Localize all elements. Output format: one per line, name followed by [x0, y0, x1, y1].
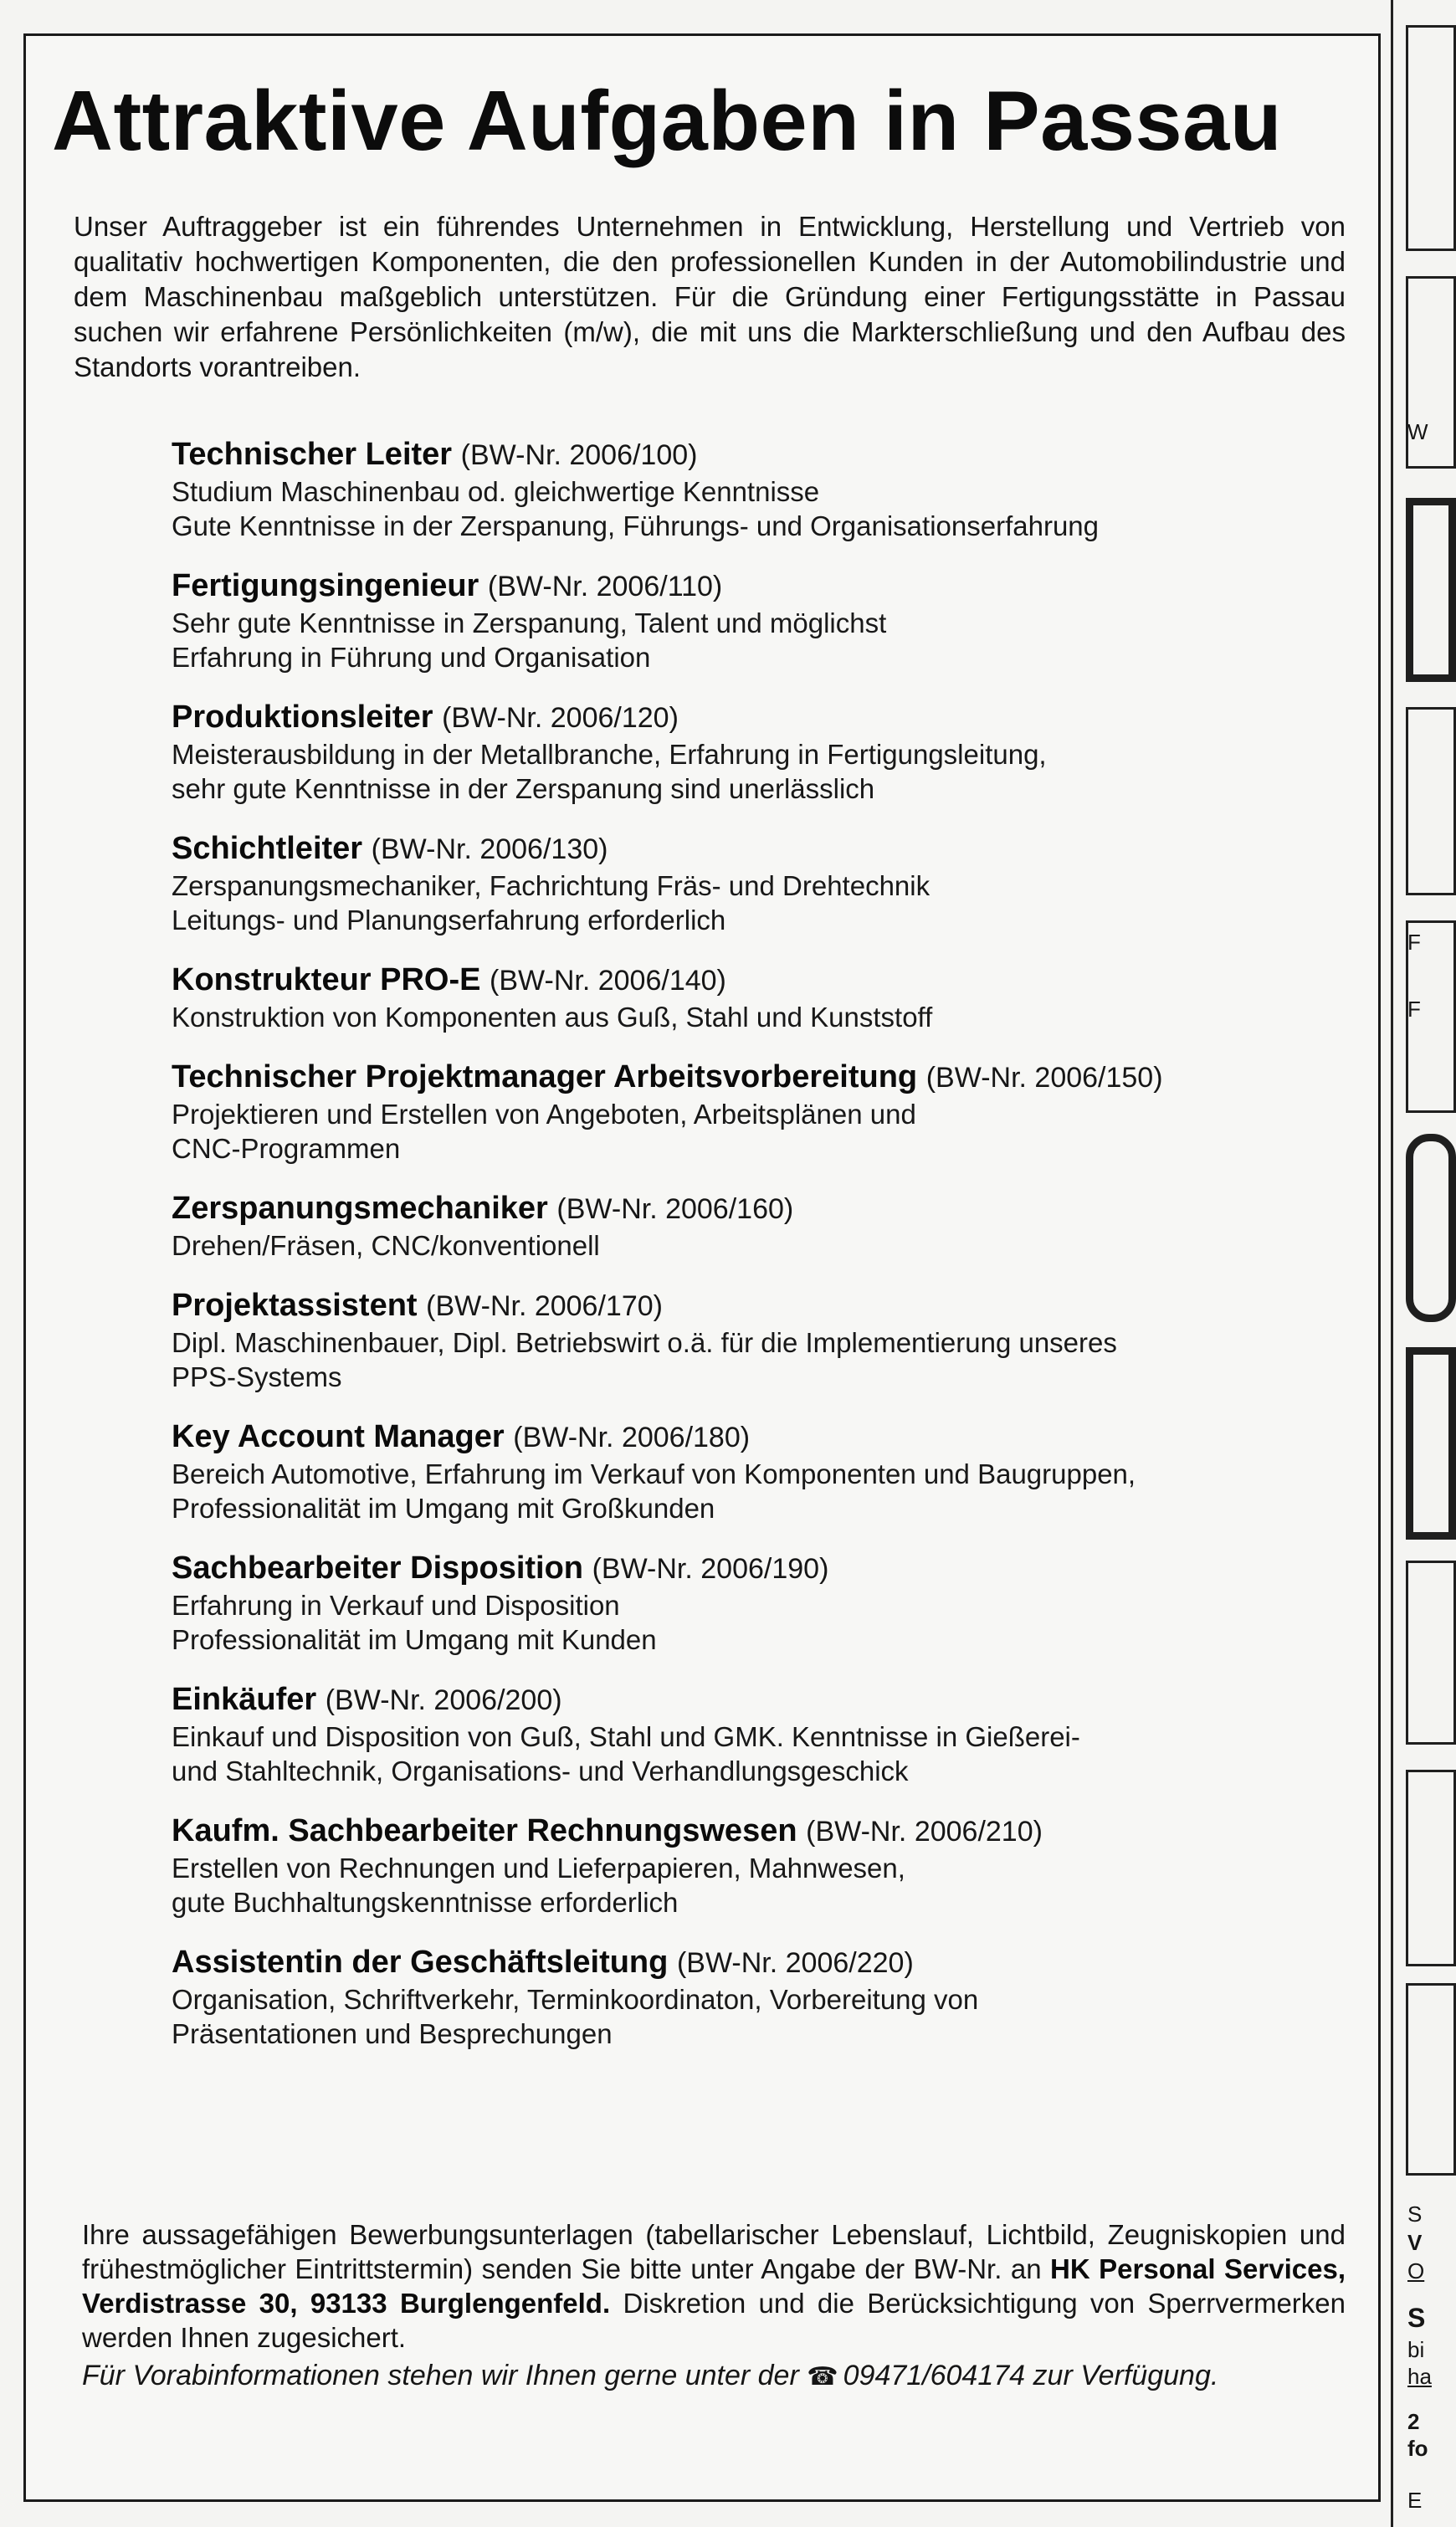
position-reference-number: (BW-Nr. 2006/180) [513, 1422, 751, 1453]
application-text-end: Diskretion und die Berücksichtigung von Sperrvermerken werden Ihnen zugesichert. [82, 2288, 1346, 2353]
position-reference-number: (BW-Nr. 2006/110) [487, 571, 723, 602]
position-description: Erstellen von Rechnungen und Lieferpapieren, Mahnwesen, gute Buchhaltungskenntnisse erforderlich [172, 1853, 905, 1918]
position-reference-number: (BW-Nr. 2006/150) [925, 1062, 1163, 1094]
position-heading [172, 566, 1360, 606]
adjacent-ad-text: F [1407, 997, 1421, 1022]
position-description: Zerspanungsmechaniker, Fachrichtung Fräs- und Drehtechnik Leitungs- und Planungserfahrung erforderlich [172, 870, 931, 935]
telephone-icon: ☎ [807, 2363, 838, 2391]
position-description: Meisterausbildung in der Metallbranche, Erfahrung in Fertigungsleitung, sehr gute Kenntnisse in der Zerspanung sind unerlässlich [172, 739, 1047, 804]
position-reference-number: (BW-Nr. 2006/120) [442, 702, 679, 734]
position-item [172, 435, 1360, 543]
adjacent-ad-column [1389, 0, 1432, 2527]
position-heading [172, 961, 1360, 1000]
position-heading [172, 1189, 1360, 1228]
adjacent-ad-text: 2 [1407, 2409, 1420, 2434]
position-reference-number: (BW-Nr. 2006/200) [325, 1684, 562, 1716]
ad-headline: Attraktive Aufgaben in Passau [52, 74, 1283, 168]
position-description: Projektieren und Erstellen von Angeboten, Arbeitsplänen und CNC-Programmen [172, 1099, 916, 1164]
position-title: Sachbearbeiter Disposition [172, 1551, 584, 1586]
adjacent-ad-text: S [1407, 2202, 1423, 2227]
position-item [172, 698, 1360, 806]
adjacent-ad-box [1406, 1347, 1456, 1540]
adjacent-ad-box [1406, 1561, 1456, 1745]
contact-line [82, 2358, 1346, 2395]
position-list [172, 435, 1360, 2074]
position-title: Fertigungsingenieur [172, 568, 479, 603]
position-description: Erfahrung in Verkauf und Disposition Professionalität im Umgang mit Kunden [172, 1590, 657, 1655]
position-item [172, 1943, 1360, 2051]
position-item [172, 1189, 1360, 1263]
position-title: Projektassistent [172, 1288, 418, 1323]
position-heading [172, 1943, 1360, 1982]
position-title: Konstrukteur PRO-E [172, 962, 481, 997]
position-item [172, 1058, 1360, 1166]
adjacent-ad-text: ha [1407, 2364, 1432, 2389]
adjacent-ad-text: O [1407, 2258, 1425, 2284]
position-heading [172, 1680, 1360, 1720]
adjacent-ad-text: S [1407, 2303, 1426, 2333]
position-heading [172, 1549, 1360, 1588]
position-title: Zerspanungsmechaniker [172, 1191, 548, 1226]
position-title: Produktionsleiter [172, 700, 433, 735]
position-reference-number: (BW-Nr. 2006/160) [556, 1193, 794, 1225]
position-heading [172, 1812, 1360, 1851]
position-reference-number: (BW-Nr. 2006/100) [460, 439, 698, 471]
application-text: Ihre aussagefähigen Bewerbungsunterlagen (tabellarischer Lebenslauf, Lichtbild, Zeugniskopien und frühestmöglicher Eintrittstermin) senden Sie bitte unter Angabe der BW-Nr. an [82, 2219, 1346, 2284]
position-title: Kaufm. Sachbearbeiter Rechnungswesen [172, 1813, 797, 1848]
position-item [172, 961, 1360, 1034]
adjacent-ad-box [1406, 498, 1456, 682]
adjacent-ad-box [1406, 25, 1456, 251]
position-reference-number: (BW-Nr. 2006/130) [371, 833, 608, 865]
position-item [172, 1812, 1360, 1920]
position-heading [172, 1058, 1360, 1097]
position-description: Sehr gute Kenntnisse in Zerspanung, Talent und möglichst Erfahrung in Führung und Organisation [172, 607, 887, 673]
position-reference-number: (BW-Nr. 2006/190) [592, 1553, 829, 1585]
position-heading [172, 435, 1360, 474]
ad-intro: Unser Auftraggeber ist ein führendes Unternehmen in Entwicklung, Herstellung und Vertrieb von qualitativ hochwertigen Komponenten, die den professionellen Kunden in der Automobilindustrie und dem Maschinenbau maßgeblich unterstützen. Für die Gründung einer Fertigungsstätte in Passau suchen wir erfahrene Persönlichkeiten (m/w), die mit uns die Markterschließung und den Aufbau des Standorts vorantreiben. [74, 211, 1346, 382]
position-title: Technischer Projektmanager Arbeitsvorbereitung [172, 1059, 918, 1094]
position-title: Schichtleiter [172, 831, 363, 866]
position-description: Dipl. Maschinenbauer, Dipl. Betriebswirt o.ä. für die Implementierung unseres PPS-Systems [172, 1327, 1117, 1392]
adjacent-ad-box [1406, 1770, 1456, 1966]
adjacent-ad-text: F [1407, 930, 1421, 955]
contact-phone: 09471/604174 [843, 2360, 1026, 2391]
position-reference-number: (BW-Nr. 2006/210) [806, 1816, 1043, 1848]
adjacent-ad-text: bi [1407, 2337, 1425, 2362]
position-reference-number: (BW-Nr. 2006/220) [676, 1947, 914, 1979]
position-title: Key Account Manager [172, 1419, 505, 1454]
contact-text-end: zur Verfügung. [1033, 2360, 1219, 2391]
adjacent-ad-box [1406, 1134, 1456, 1322]
position-title: Assistentin der Geschäftsleitung [172, 1945, 669, 1980]
position-description: Organisation, Schriftverkehr, Terminkoordinaton, Vorbereitung von Präsentationen und Besprechungen [172, 1984, 979, 2049]
position-reference-number: (BW-Nr. 2006/170) [426, 1290, 663, 1322]
position-item [172, 1286, 1360, 1394]
adjacent-ad-text: V [1407, 2230, 1423, 2255]
adjacent-ad-box [1406, 707, 1456, 895]
position-item [172, 1680, 1360, 1788]
column-divider [1391, 0, 1393, 2527]
contact-text: Für Vorabinformationen stehen wir Ihnen gerne unter der [82, 2360, 799, 2391]
application-address: HK Personal Services, Verdistrasse 30, 93133 Burglengenfeld. [82, 2253, 1346, 2319]
position-title: Technischer Leiter [172, 437, 453, 472]
position-item [172, 1417, 1360, 1525]
position-heading [172, 1286, 1360, 1325]
adjacent-ad-text: E [1407, 2488, 1423, 2513]
position-heading [172, 698, 1360, 737]
position-item [172, 566, 1360, 674]
position-title: Einkäufer [172, 1682, 317, 1717]
adjacent-ad-text: W [1407, 419, 1428, 444]
adjacent-ad-box [1406, 1983, 1456, 2176]
position-description: Einkauf und Disposition von Guß, Stahl und GMK. Kenntnisse in Gießerei- und Stahltechnik, Organisations- und Verhandlungsgeschick [172, 1721, 1080, 1786]
position-reference-number: (BW-Nr. 2006/140) [490, 965, 726, 997]
position-description: Bereich Automotive, Erfahrung im Verkauf von Komponenten und Baugruppen, Professionalität im Umgang mit Großkunden [172, 1458, 1136, 1524]
position-heading [172, 829, 1360, 869]
position-item [172, 1549, 1360, 1657]
application-instructions [82, 2217, 1346, 2355]
position-description: Studium Maschinenbau od. gleichwertige Kenntnisse Gute Kenntnisse in der Zerspanung, Führungs- und Organisationserfahrung [172, 476, 1099, 541]
position-item [172, 829, 1360, 937]
position-description: Konstruktion von Komponenten aus Guß, Stahl und Kunststoff [172, 1002, 933, 1033]
adjacent-ad-text: fo [1407, 2436, 1428, 2461]
position-description: Drehen/Fräsen, CNC/konventionell [172, 1230, 600, 1261]
position-heading [172, 1417, 1360, 1457]
